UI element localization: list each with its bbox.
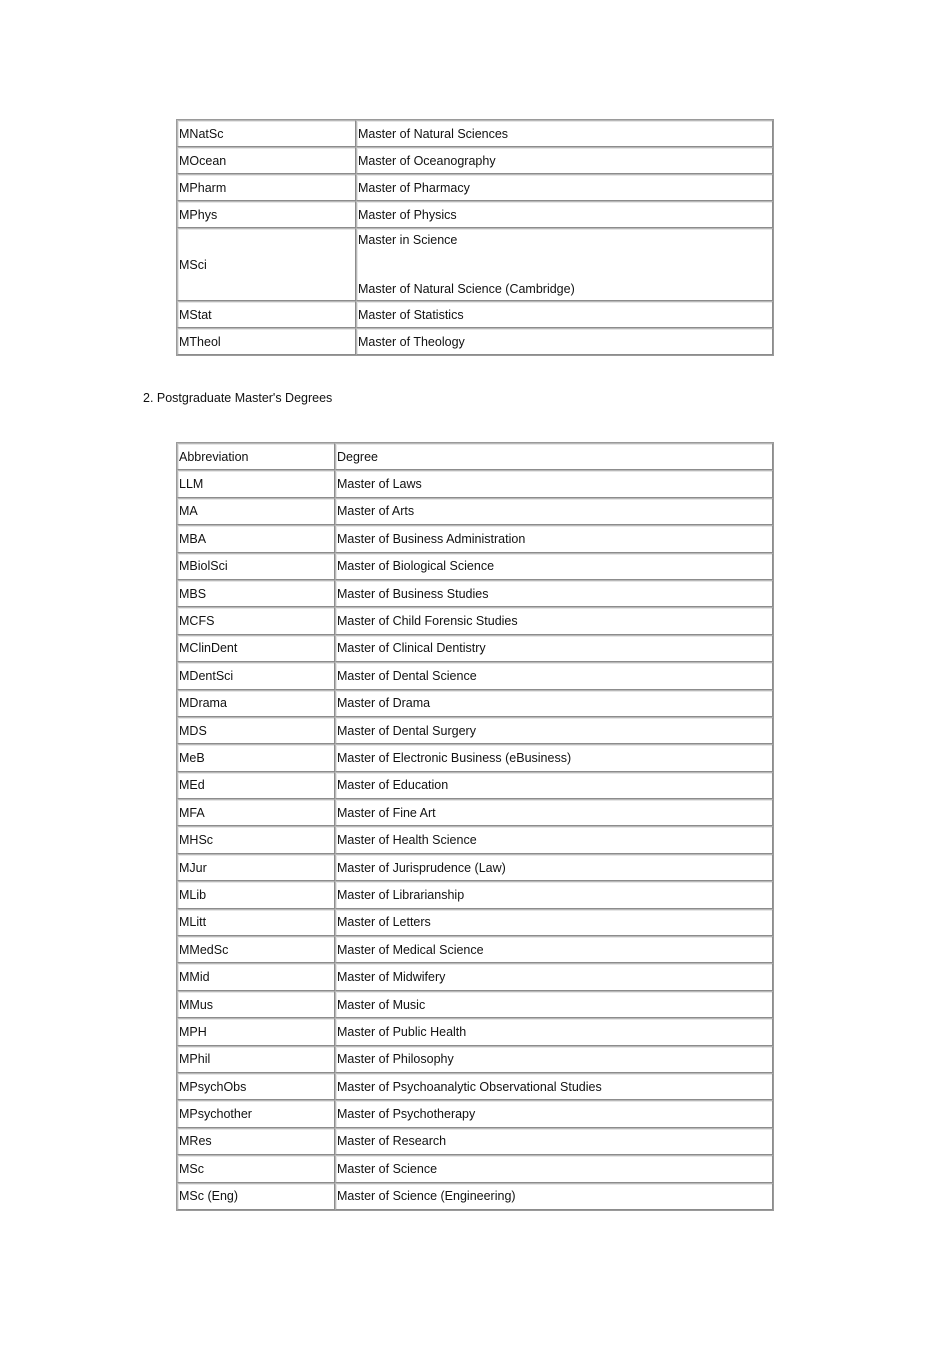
degree-cell: Master of Dental Science bbox=[335, 662, 773, 689]
degree-cell: Master of Research bbox=[335, 1128, 773, 1155]
degree-cell: Master of Psychoanalytic Observational Studies bbox=[335, 1073, 773, 1100]
postgraduate-degrees-table bbox=[176, 442, 774, 1211]
table-row bbox=[177, 744, 773, 771]
degree-cell: Master of Drama bbox=[335, 690, 773, 717]
abbreviation-cell: MTheol bbox=[177, 328, 356, 355]
degree-cell: Master of Philosophy bbox=[335, 1046, 773, 1073]
abbreviation-cell: MeB bbox=[177, 744, 335, 771]
table-header-row bbox=[177, 443, 773, 470]
table-row bbox=[177, 470, 773, 497]
table-row bbox=[177, 1155, 773, 1182]
degree-cell: Master of Dental Surgery bbox=[335, 717, 773, 744]
degree-line: Master in Science bbox=[358, 232, 458, 247]
table-row bbox=[177, 525, 773, 552]
abbreviation-cell: MMid bbox=[177, 963, 335, 990]
table-row bbox=[177, 963, 773, 990]
abbreviation-cell: MSci bbox=[177, 228, 356, 301]
abbreviation-cell: MPharm bbox=[177, 174, 356, 201]
degree-cell: Master of Laws bbox=[335, 470, 773, 497]
degree-cell: Master of Music bbox=[335, 991, 773, 1018]
table-row bbox=[177, 1073, 773, 1100]
table-row bbox=[177, 936, 773, 963]
abbreviation-cell: MRes bbox=[177, 1128, 335, 1155]
abbreviation-cell: MDS bbox=[177, 717, 335, 744]
table-row bbox=[177, 553, 773, 580]
table-row bbox=[177, 1128, 773, 1155]
table-row bbox=[177, 607, 773, 634]
abbreviation-cell: MLib bbox=[177, 881, 335, 908]
abbreviation-cell: MClinDent bbox=[177, 635, 335, 662]
abbreviation-cell: MCFS bbox=[177, 607, 335, 634]
table-row bbox=[177, 228, 773, 301]
abbreviation-cell: MBS bbox=[177, 580, 335, 607]
table-row bbox=[177, 201, 773, 228]
abbreviation-cell: MMedSc bbox=[177, 936, 335, 963]
table-row bbox=[177, 772, 773, 799]
table-row bbox=[177, 1046, 773, 1073]
section-heading: 2. Postgraduate Master's Degrees bbox=[143, 391, 333, 405]
table-row bbox=[177, 690, 773, 717]
table-row bbox=[177, 147, 773, 174]
degree-cell: Master of Medical Science bbox=[335, 936, 773, 963]
abbreviation-cell: MNatSc bbox=[177, 120, 356, 147]
degree-cell: Master of Pharmacy bbox=[356, 174, 773, 201]
degree-cell: Master of Physics bbox=[356, 201, 773, 228]
degree-cell: Master of Psychotherapy bbox=[335, 1100, 773, 1127]
table-row bbox=[177, 635, 773, 662]
degree-cell: Master of Librarianship bbox=[335, 881, 773, 908]
degree-cell: Master of Letters bbox=[335, 909, 773, 936]
table-row bbox=[177, 826, 773, 853]
abbreviation-cell: MMus bbox=[177, 991, 335, 1018]
degree-line: Master of Natural Science (Cambridge) bbox=[358, 281, 575, 296]
degree-cell: Master of Fine Art bbox=[335, 799, 773, 826]
abbreviation-cell: MDentSci bbox=[177, 662, 335, 689]
degree-cell: Master of Child Forensic Studies bbox=[335, 607, 773, 634]
abbreviation-cell: MPhil bbox=[177, 1046, 335, 1073]
degree-cell: Master of Health Science bbox=[335, 826, 773, 853]
abbreviation-cell: MPsychObs bbox=[177, 1073, 335, 1100]
abbreviation-cell: MDrama bbox=[177, 690, 335, 717]
table-row bbox=[177, 174, 773, 201]
abbreviation-cell: MSc bbox=[177, 1155, 335, 1182]
table-row bbox=[177, 909, 773, 936]
degree-cell: Master of Education bbox=[335, 772, 773, 799]
table-row bbox=[177, 498, 773, 525]
column-header-degree: Degree bbox=[335, 443, 773, 470]
degree-cell: Master of Theology bbox=[356, 328, 773, 355]
table-row bbox=[177, 328, 773, 355]
abbreviation-cell: MSc (Eng) bbox=[177, 1183, 335, 1210]
abbreviation-cell: MBA bbox=[177, 525, 335, 552]
degree-cell: Master of Electronic Business (eBusiness) bbox=[335, 744, 773, 771]
abbreviation-cell: MFA bbox=[177, 799, 335, 826]
degree-cell: Master of Clinical Dentistry bbox=[335, 635, 773, 662]
degree-cell: Master of Science (Engineering) bbox=[335, 1183, 773, 1210]
abbreviation-cell: LLM bbox=[177, 470, 335, 497]
table-row bbox=[177, 580, 773, 607]
abbreviation-cell: MA bbox=[177, 498, 335, 525]
table-row bbox=[177, 662, 773, 689]
table-row bbox=[177, 1183, 773, 1210]
degree-cell: Master of Science bbox=[335, 1155, 773, 1182]
degree-cell: Master of Business Administration bbox=[335, 525, 773, 552]
table-row bbox=[177, 881, 773, 908]
abbreviation-cell: MPH bbox=[177, 1018, 335, 1045]
abbreviation-cell: MPhys bbox=[177, 201, 356, 228]
abbreviation-cell: MBiolSci bbox=[177, 553, 335, 580]
abbreviation-cell: MHSc bbox=[177, 826, 335, 853]
degree-cell: Master of Statistics bbox=[356, 301, 773, 328]
table-row bbox=[177, 1100, 773, 1127]
degree-cell: Master of Oceanography bbox=[356, 147, 773, 174]
undergraduate-degrees-table bbox=[176, 119, 774, 356]
degree-cell bbox=[356, 228, 773, 301]
abbreviation-cell: MLitt bbox=[177, 909, 335, 936]
column-header-abbreviation: Abbreviation bbox=[177, 443, 335, 470]
degree-cell: Master of Jurisprudence (Law) bbox=[335, 854, 773, 881]
table-row bbox=[177, 301, 773, 328]
abbreviation-cell: MPsychother bbox=[177, 1100, 335, 1127]
abbreviation-cell: MStat bbox=[177, 301, 356, 328]
table-row bbox=[177, 991, 773, 1018]
abbreviation-cell: MOcean bbox=[177, 147, 356, 174]
degree-cell: Master of Arts bbox=[335, 498, 773, 525]
line-spacer bbox=[358, 248, 771, 282]
table-row bbox=[177, 1018, 773, 1045]
degree-cell: Master of Biological Science bbox=[335, 553, 773, 580]
abbreviation-cell: MJur bbox=[177, 854, 335, 881]
table-row bbox=[177, 120, 773, 147]
degree-cell: Master of Midwifery bbox=[335, 963, 773, 990]
abbreviation-cell: MEd bbox=[177, 772, 335, 799]
table-row bbox=[177, 799, 773, 826]
table-row bbox=[177, 854, 773, 881]
table-row bbox=[177, 717, 773, 744]
degree-cell: Master of Natural Sciences bbox=[356, 120, 773, 147]
degree-cell: Master of Business Studies bbox=[335, 580, 773, 607]
degree-cell: Master of Public Health bbox=[335, 1018, 773, 1045]
